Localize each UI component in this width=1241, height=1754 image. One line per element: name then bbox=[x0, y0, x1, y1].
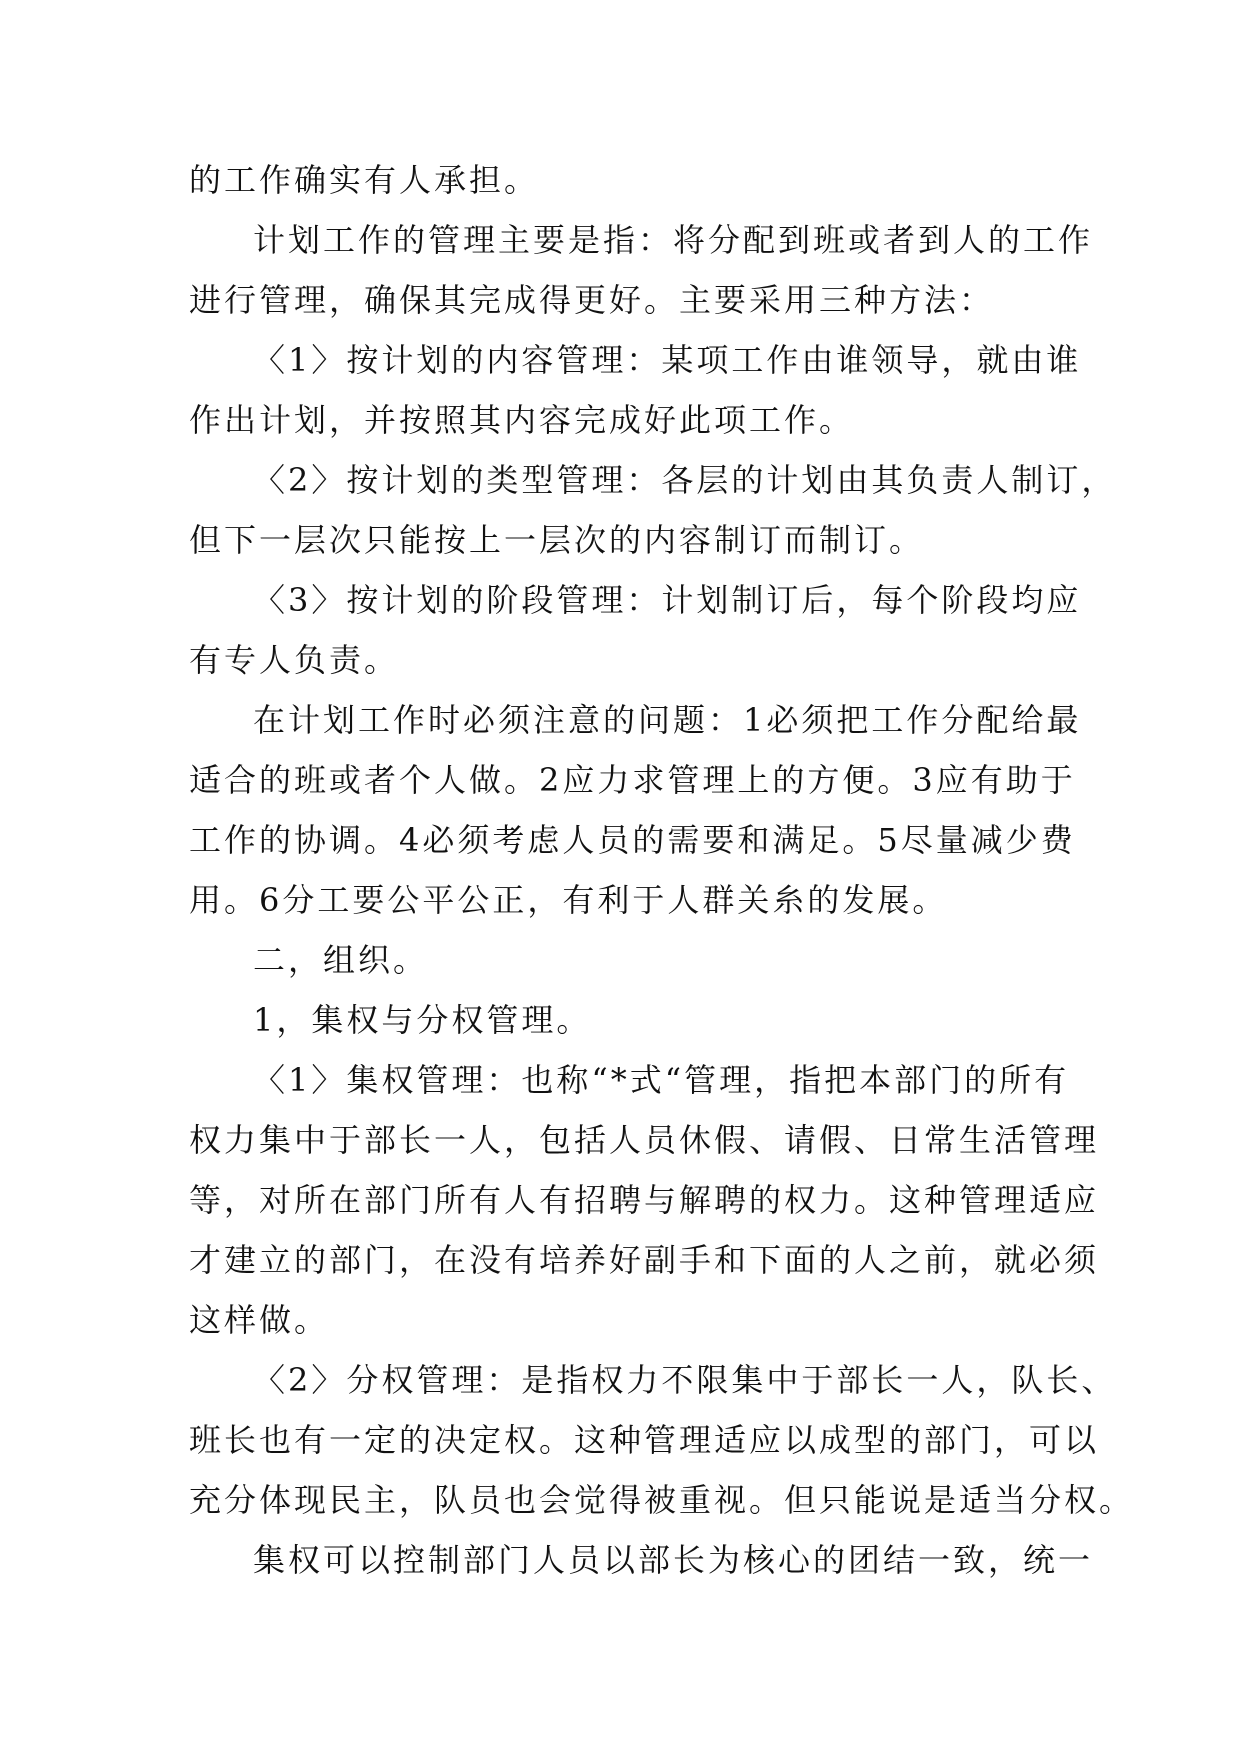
text-line: 进行管理，确保其完成得更好。主要采用三种方法： bbox=[189, 281, 995, 319]
text-line: 〈2〉分权管理：是指权力不限集中于部长一人，队长、 bbox=[253, 1361, 1117, 1399]
text-line: 这样做。 bbox=[189, 1301, 330, 1339]
text-line: 〈2〉按计划的类型管理：各层的计划由其负责人制订， bbox=[253, 461, 1117, 499]
text-line: 集权可以控制部门人员以部长为核心的团结一致，统一 bbox=[253, 1541, 1094, 1579]
text-line: 权力集中于部长一人，包括人员休假、请假、日常生活管理 bbox=[189, 1121, 1100, 1159]
text-line: 〈1〉集权管理：也称“*式“管理，指把本部门的所有 bbox=[253, 1061, 1070, 1099]
text-line: 充分体现民主，队员也会觉得被重视。但只能说是适当分权。 bbox=[189, 1481, 1135, 1519]
text-line: 〈1〉按计划的内容管理：某项工作由谁领导，就由谁 bbox=[253, 341, 1082, 379]
text-line: 作出计划，并按照其内容完成好此项工作。 bbox=[189, 401, 855, 439]
document-body bbox=[189, 150, 1135, 1590]
text-line: 等，对所在部门所有人有招聘与解聘的权力。这种管理适应 bbox=[189, 1181, 1100, 1219]
section-heading: 二，组织。 bbox=[253, 941, 429, 979]
text-line: 有专人负责。 bbox=[189, 641, 400, 679]
text-line: 但下一层次只能按上一层次的内容制订而制订。 bbox=[189, 521, 925, 559]
text-line: 用。6分工要公平公正，有利于人群关糸的发展。 bbox=[189, 881, 948, 919]
subsection-heading: 1，集权与分权管理。 bbox=[253, 1001, 592, 1039]
text-line: 班长也有一定的决定权。这种管理适应以成型的部门，可以 bbox=[189, 1421, 1100, 1459]
text-line: 在计划工作时必须注意的问题：1必须把工作分配给最 bbox=[253, 701, 1082, 739]
text-line: 适合的班或者个人做。2应力求管理上的方便。3应有助于 bbox=[189, 761, 1076, 799]
text-line: 计划工作的管理主要是指：将分配到班或者到人的工作 bbox=[253, 221, 1094, 259]
text-line: 的工作确实有人承担。 bbox=[189, 161, 540, 199]
text-line: 〈3〉按计划的阶段管理：计划制订后，每个阶段均应 bbox=[253, 581, 1082, 619]
text-line: 工作的协调。4必须考虑人员的需要和满足。5尽量减少费 bbox=[189, 821, 1076, 859]
text-line: 才建立的部门，在没有培养好副手和下面的人之前，就必须 bbox=[189, 1241, 1100, 1279]
